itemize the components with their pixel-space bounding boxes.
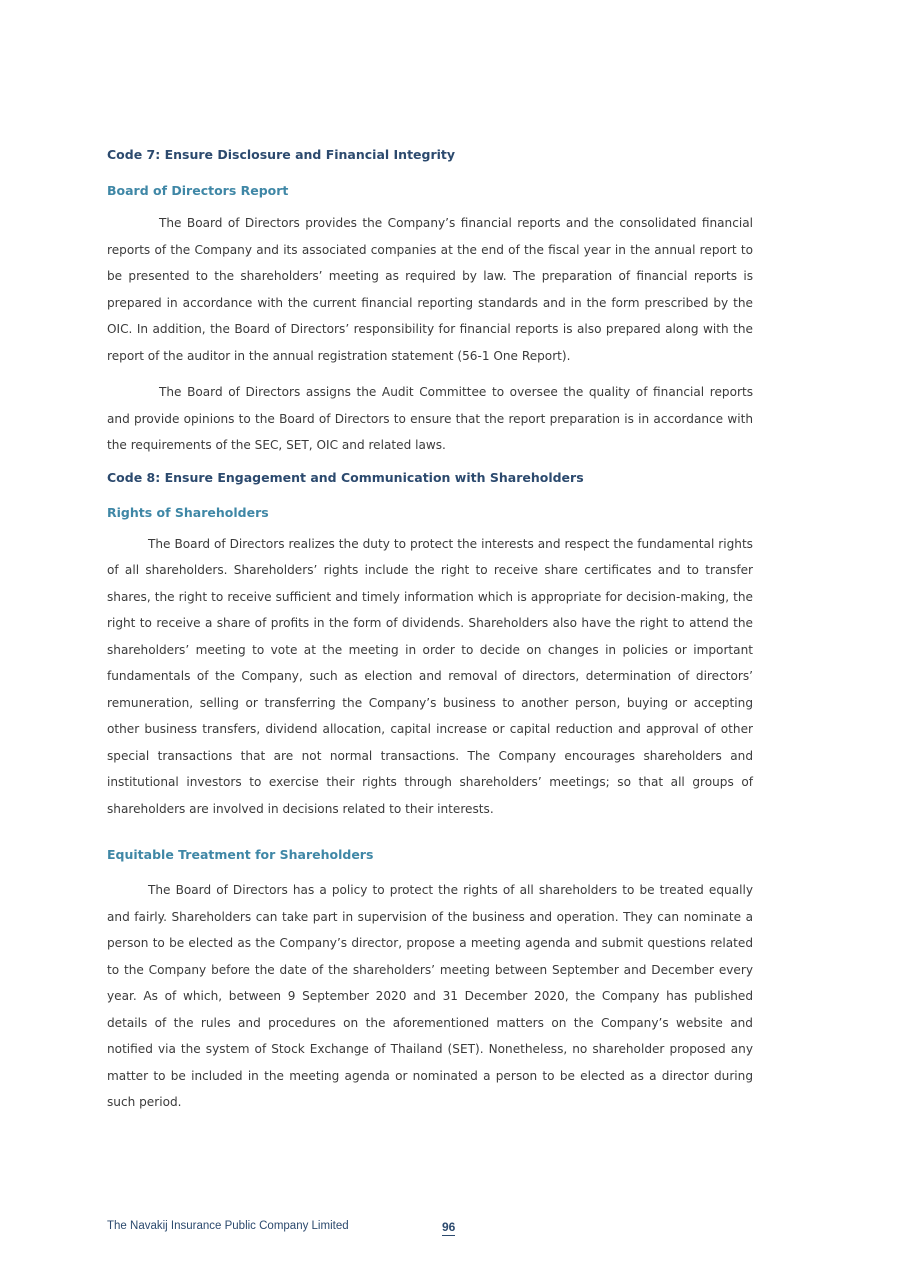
- code7-heading: Code 7: Ensure Disclosure and Financial Integrity: [107, 147, 456, 162]
- code8-heading: Code 8: Ensure Engagement and Communication with Shareholders: [107, 469, 584, 485]
- equitable-paragraph: The Board of Directors has a policy to protect the rights of all shareholders to be treated equally and fairly. Shareholders can take part in supervision of the business and operation. They can nominate a person to be elected as the Company’s director, propose a meeting agenda and submit questions related to the Company before the date of the shareholders’ meeting between September and December every year. As of which, between 9 September 2020 and 31 December 2020, the Company has published details of the rules and procedures on the aforementioned matters on the Company’s website and notified via the system of Stock Exchange of Thailand (SET). Nonetheless, no shareholder proposed any matter to be included in the meeting agenda or nominated a person to be elected as a director during such period.: [107, 883, 753, 1109]
- board-report-heading: Board of Directors Report: [107, 183, 289, 198]
- equitable-heading: Equitable Treatment for Shareholders: [107, 847, 374, 862]
- document-body: [107, 146, 753, 1116]
- footer-company-name: The Navakij Insurance Public Company Limited: [107, 1220, 349, 1232]
- rights-heading: Rights of Shareholders: [107, 504, 269, 520]
- page-number: 96: [442, 1220, 456, 1234]
- rights-paragraph: The Board of Directors realizes the duty to protect the interests and respect the fundamental rights of all shareholders. Shareholders’ rights include the right to receive share certificates and to transfer shares, the right to receive sufficient and timely information which is appropriate for decision-making, the right to receive a share of profits in the form of dividends. Shareholders also have the right to attend the shareholders’ meeting to vote at the meeting in order to decide on changes in policies or important fundamentals of the Company, such as election and removal of directors, determination of directors’ remuneration, selling or transferring the Company’s business to another person, buying or accepting other business transfers, dividend allocation, capital increase or capital reduction and approval of other special transactions that are not normal transactions. The Company encourages shareholders and institutional investors to exercise their rights through shareholders’ meetings; so that all groups of shareholders are involved in decisions related to their interests.: [107, 536, 753, 816]
- board-report-paragraph-2: The Board of Directors assigns the Audit Committee to oversee the quality of financial reports and provide opinions to the Board of Directors to ensure that the report preparation is in accordance with the requirements of the SEC, SET, OIC and related laws.: [107, 385, 753, 452]
- board-report-paragraph-1: The Board of Directors provides the Company’s financial reports and the consolidated financial reports of the Company and its associated companies at the end of the fiscal year in the annual report to be presented to the shareholders’ meeting as required by law. The preparation of financial reports is prepared in accordance with the current financial reporting standards and in the form prescribed by the OIC. In addition, the Board of Directors’ responsibility for financial reports is also prepared along with the report of the auditor in the annual registration statement (56-1 One Report).: [107, 216, 753, 363]
